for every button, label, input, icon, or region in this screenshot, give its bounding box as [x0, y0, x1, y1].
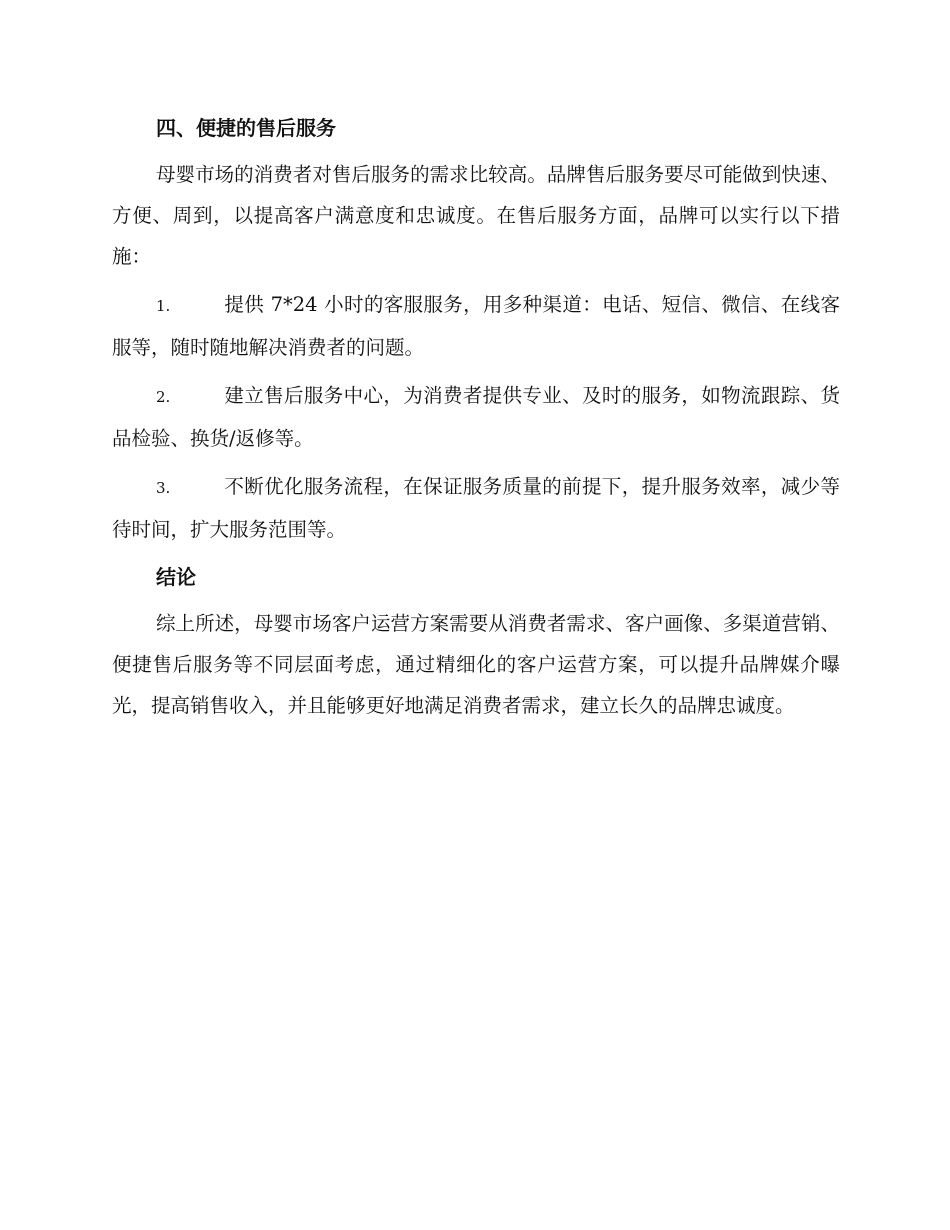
list-item [112, 284, 840, 368]
list-item-text: 提供 7*24 小时的客服服务，用多种渠道：电话、短信、微信、在线客服等，随时随地解决消费者的问题。 [112, 293, 840, 359]
document-page [112, 108, 840, 733]
list-number: 2. [156, 388, 171, 406]
list-item [112, 375, 840, 459]
section-heading: 四、便捷的售后服务 [156, 116, 336, 140]
list-number: 1. [156, 297, 171, 315]
conclusion-heading: 结论 [156, 565, 196, 589]
list-item-text: 不断优化服务流程，在保证服务质量的前提下，提升服务效率，减少等待时间，扩大服务范围等。 [112, 475, 840, 541]
section-intro-paragraph: 母婴市场的消费者对售后服务的需求比较高。品牌售后服务要尽可能做到快速、方便、周到，以提高客户满意度和忠诚度。在售后服务方面，品牌可以实行以下措施： [112, 163, 840, 268]
conclusion-paragraph: 综上所述，母婴市场客户运营方案需要从消费者需求、客户画像、多渠道营销、便捷售后服务等不同层面考虑，通过精细化的客户运营方案，可以提升品牌媒介曝光，提高销售收入，并且能够更好地满足消费者需求，建立长久的品牌忠诚度。 [112, 612, 840, 717]
list-item [112, 466, 840, 550]
list-item-text: 建立售后服务中心，为消费者提供专业、及时的服务，如物流跟踪、货品检验、换货/返修等。 [112, 384, 840, 450]
list-number: 3. [156, 479, 171, 497]
